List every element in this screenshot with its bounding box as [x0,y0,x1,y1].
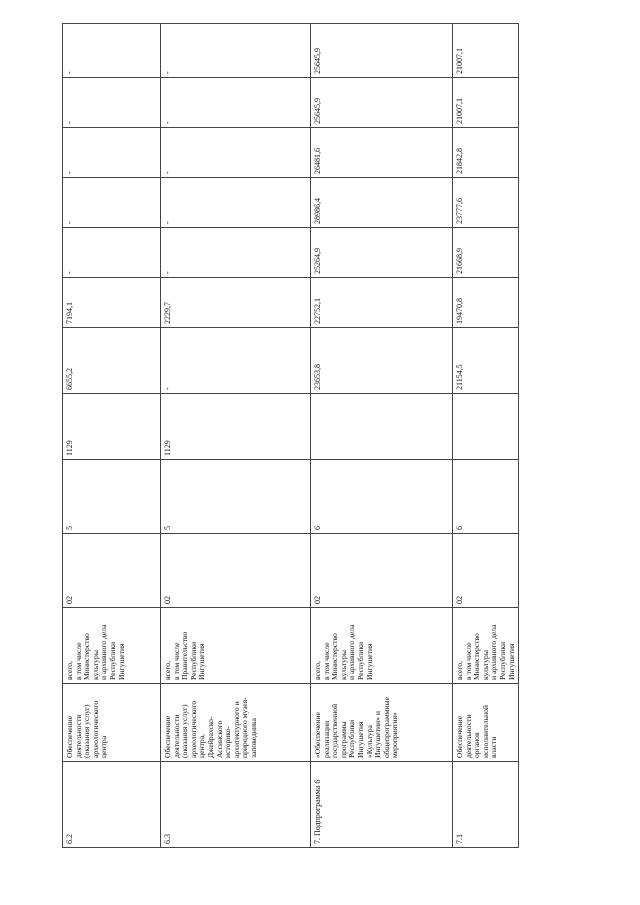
subprogram-cell: 6 [311,460,453,534]
value-cell: 21007,1 [453,24,519,78]
value-cell: - [161,178,311,228]
subprogram-cell: 5 [63,460,161,534]
program-name-cell-line: Джейрахско- [205,716,215,758]
program-name-cell-line: деятельности [73,714,83,758]
value-cell: 7194,1 [63,278,161,328]
responsible-cell-line: Республики [107,641,117,680]
responsible-cell-line: Республики [497,641,507,680]
value-cell: - [161,228,311,278]
program-name-cell-line: центра, [197,734,207,758]
value-cell: - [63,178,161,228]
value-cell: 21668,9 [453,228,519,278]
value-cell: 6655,2 [63,328,161,394]
program-name-cell-line: (оказания услуг) [82,704,92,758]
responsible-cell-line: в том числе [171,642,181,680]
value-cell: 26481,6 [311,128,453,178]
value-cell: 21154,5 [453,328,519,394]
value-cell: 25645,9 [311,24,453,78]
program-name-cell [311,684,453,762]
value-cell: 2229,7 [161,278,311,328]
value-cell: - [63,24,161,78]
responsible-cell-line: и архивного дела [489,624,499,680]
table-body [63,24,519,848]
value-cell: 22752,1 [311,278,453,328]
program-name-cell-line: «Обеспечение [313,712,322,758]
program-name-cell-line: программы [338,721,348,758]
responsible-cell-line: всего, [455,661,464,680]
item-cell: 1129 [63,394,161,460]
responsible-cell [161,608,311,684]
responsible-cell-line: Ингушетия [116,643,126,680]
value-cell: - [161,128,311,178]
row-number-cell: 7.1 [453,762,519,848]
value-cell: - [63,128,161,178]
program-name-cell-line: Обеспечение [455,715,464,758]
program-name-cell-line: природного музея- [240,697,250,758]
code-cell: 02 [453,534,519,608]
program-name-cell-line: Республики [347,719,357,758]
code-cell: 02 [161,534,311,608]
value-cell: 21842,8 [453,128,519,178]
responsible-cell-line: и архивного дела [347,624,357,680]
value-cell: - [161,328,311,394]
responsible-cell-line: Ингушетия [197,643,207,680]
value-cell: - [63,228,161,278]
program-name-cell-line: реализации [321,720,331,758]
responsible-cell-line: Министерство [330,633,340,680]
responsible-cell [63,608,161,684]
program-name-cell-line: Ингушетия [355,721,365,758]
responsible-cell [311,608,453,684]
value-cell: 23653,8 [311,328,453,394]
value-cell: 28986,4 [311,178,453,228]
responsible-cell [453,608,519,684]
responsible-cell-line: всего, [163,661,172,680]
responsible-cell-line: Ингушетия [364,643,374,680]
program-name-cell-line: государственной [330,703,340,758]
program-name-cell [453,684,519,762]
program-name-cell-line: архитектурного и [231,701,241,758]
program-name-cell-line: заповедника [248,718,258,758]
responsible-cell-line: культуры [480,650,490,680]
subprogram-cell: 5 [161,460,311,534]
program-name-cell-line: деятельности [171,714,181,758]
responsible-cell-line: культуры [90,650,100,680]
responsible-cell-line: всего, [65,661,74,680]
program-name-cell-line: органов [472,732,482,758]
responsible-cell-line: в том числе [73,642,83,680]
value-cell: 25264,9 [311,228,453,278]
program-name-cell-line: центра [99,735,109,758]
responsible-cell-line: Министерство [82,633,92,680]
value-cell: 23777,6 [453,178,519,228]
program-name-cell [63,684,161,762]
value-cell: - [161,24,311,78]
responsible-cell-line: Правительство [180,631,190,680]
program-name-cell-line: археологического [188,700,198,758]
subprogram-cell: 6 [453,460,519,534]
row-number-cell: 7. Подпрограмма 6 [311,762,453,848]
program-name-cell-line: деятельности [463,714,473,758]
table-row [311,24,453,848]
responsible-cell-line: и архивного дела [99,624,109,680]
code-cell: 02 [63,534,161,608]
responsible-cell-line: всего, [313,661,322,680]
value-cell: 25645,9 [311,78,453,128]
program-name-cell-line: Обеспечение [65,715,74,758]
value-cell: 19470,8 [453,278,519,328]
item-cell: 1129 [161,394,311,460]
value-cell: - [63,78,161,128]
item-cell [453,394,519,460]
code-cell: 02 [311,534,453,608]
item-cell [311,394,453,460]
responsible-cell-line: Республики [355,641,365,680]
budget-table [62,23,519,848]
program-name-cell-line: Ассинского [214,720,224,758]
table-row [161,24,311,848]
program-name-cell-line: археологического [90,700,100,758]
program-name-cell-line: Ингушетии» и [373,711,383,758]
row-number-cell: 6.2 [63,762,161,848]
table-row [63,24,161,848]
row-number-cell: 6.3 [161,762,311,848]
program-name-cell-line: Обеспечение [163,715,172,758]
rotated-table-wrapper [62,24,516,848]
program-name-cell-line: общепрограммные [381,697,391,758]
responsible-cell-line: Министерство [472,633,482,680]
responsible-cell-line: Ингушетия [506,643,516,680]
table-row [453,24,519,848]
responsible-cell-line: в том числе [321,642,331,680]
program-name-cell-line: «Культура [364,725,374,758]
value-cell: - [161,78,311,128]
program-name-cell-line: исполнительной [480,705,490,758]
responsible-cell-line: Республики [188,641,198,680]
program-name-cell [161,684,311,762]
value-cell: 21007,1 [453,78,519,128]
responsible-cell-line: культуры [338,650,348,680]
program-name-cell-line: власти [489,736,499,758]
program-name-cell-line: мероприятия» [390,712,400,758]
program-name-cell-line: (оказания услуг) [180,704,190,758]
program-name-cell-line: историко- [223,726,233,758]
responsible-cell-line: в том числе [463,642,473,680]
